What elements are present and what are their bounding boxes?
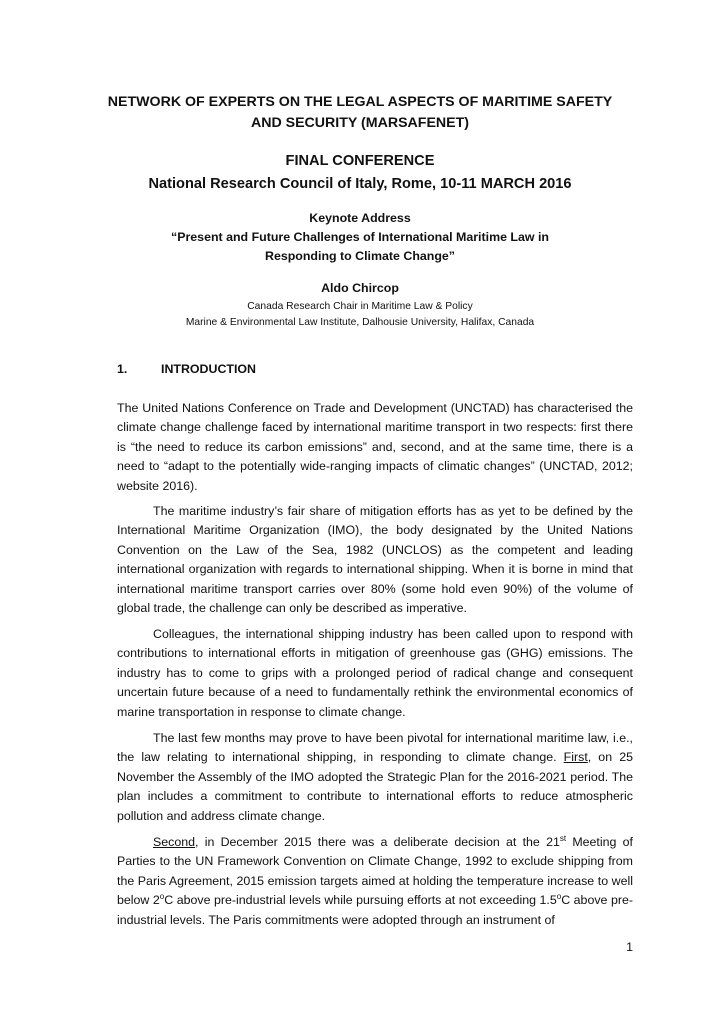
conference-venue: National Research Council of Italy, Rome, 10-11 MARCH 2016 bbox=[148, 176, 572, 192]
author-name: Aldo Chircop bbox=[321, 281, 399, 295]
page-number: 1 bbox=[626, 940, 633, 954]
keynote-block bbox=[80, 209, 640, 266]
keynote-title-line-2: Responding to Climate Change” bbox=[265, 249, 455, 263]
paragraph-1: The United Nations Conference on Trade and Development (UNCTAD) has characterised the climate change challenge faced by international maritime transport in two respects: first there is “the need to reduce its carbon emissions” and, second, and at the same time, there is a need to “adapt to the potentially wide-ranging impacts of climatic changes” (UNCTAD, 2012; website 2016). bbox=[117, 401, 633, 493]
paragraph-4-first: First bbox=[563, 750, 588, 765]
paragraph-5-text-c: C above pre-industrial levels while pursuing efforts at not exceeding 1.5 bbox=[164, 893, 557, 908]
paragraph-5-second: Second bbox=[153, 835, 196, 849]
paragraph-2: The maritime industry’s fair share of mitigation efforts has as yet to be defined by the International Maritime Organization (IMO), the body designated by the United Nations Convention on the Law of the Sea, 1982 (UNCLOS) as the competent and leading international organization with regards to international shipping. When it is borne in mind that international maritime transport carries over 80% (some hold even 90%) of the volume of global trade, the challenge can only be described as imperative. bbox=[117, 504, 633, 616]
paragraph-5-sup-degree-2: o bbox=[556, 892, 562, 902]
paragraph-5-text-a: , in December 2015 there was a deliberate decision at the 21 bbox=[195, 835, 560, 849]
section-number: 1. bbox=[117, 362, 128, 376]
paragraph-5 bbox=[117, 833, 633, 930]
paragraph-5-text-b: Meeting of Parties to the UN Framework Convention on Climate Change, 1992 to exclude shipping from the Paris Agreement, 2015 emission targets aimed at holding the temperature increase to well below 2 bbox=[117, 835, 633, 908]
section-title: INTRODUCTION bbox=[161, 362, 256, 376]
paragraph-5-sup-st: st bbox=[559, 833, 567, 843]
paragraph-5-text-d: C above pre-industrial levels. The Paris commitments were adopted through an instrument of bbox=[117, 893, 633, 927]
keynote-title-line-1: “Present and Future Challenges of International Maritime Law in bbox=[171, 230, 549, 244]
paragraph-4-text-a: The last few months may prove to have been pivotal for international maritime law, i.e., the law relating to international shipping, in responding to climate change. bbox=[117, 731, 633, 765]
author-position: Canada Research Chair in Maritime Law & Policy bbox=[247, 301, 473, 312]
document-title bbox=[80, 92, 640, 134]
paragraph-4 bbox=[117, 729, 633, 826]
title-line-2: AND SECURITY (MARSAFENET) bbox=[250, 115, 470, 131]
author-institution: Marine & Environmental Law Institute, Dalhousie University, Halifax, Canada bbox=[185, 317, 535, 328]
conference-name: FINAL CONFERENCE bbox=[285, 153, 435, 169]
title-line-1: NETWORK OF EXPERTS ON THE LEGAL ASPECTS OF MARITIME SAFETY bbox=[107, 94, 613, 110]
keynote-label: Keynote Address bbox=[309, 211, 411, 225]
section-heading bbox=[117, 362, 256, 376]
paragraph-3: Colleagues, the international shipping industry has been called upon to respond with contributions to international efforts in mitigation of greenhouse gas (GHG) emissions. The industry has to come to grips with a prolonged period of radical change and consequent uncertain future because of a need to fundamentally rethink the environmental economics of marine transportation in response to climate change. bbox=[117, 627, 633, 719]
paragraph-5-sup-degree-1: o bbox=[159, 892, 165, 902]
conference-heading bbox=[80, 150, 640, 196]
paragraph-4-text-b: , on 25 November the Assembly of the IMO adopted the Strategic Plan for the 2016-2021 period. The plan includes a commitment to contribute to international efforts to reduce atmospheric pollution and address climate change. bbox=[117, 750, 633, 823]
